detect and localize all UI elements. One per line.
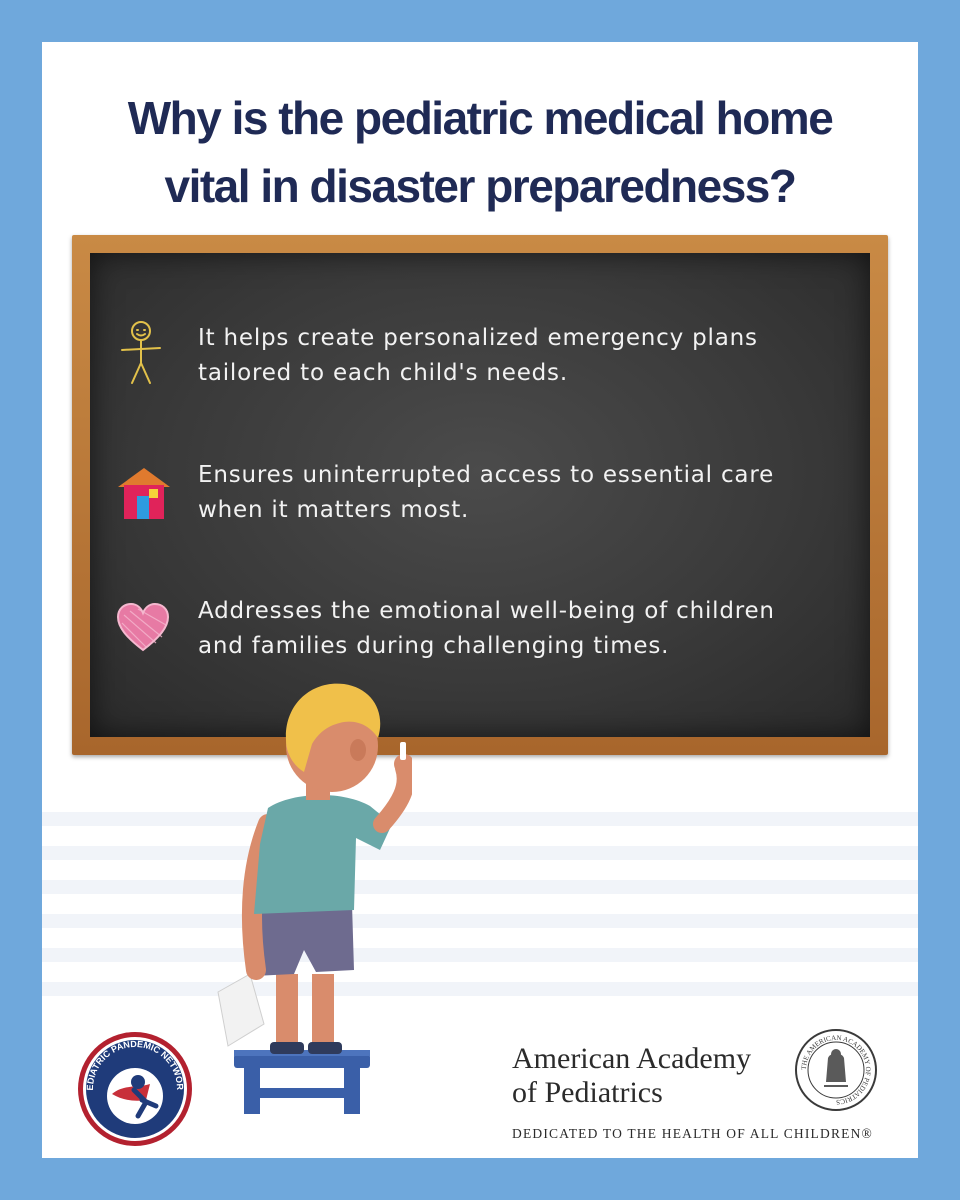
aap-tagline: DEDICATED TO THE HEALTH OF ALL CHILDREN®	[512, 1126, 873, 1141]
aap-seal-logo	[794, 1028, 878, 1117]
point-1-line-2: tailored to each child's needs.	[198, 360, 568, 386]
stool-illustration	[234, 1050, 370, 1114]
house-icon	[116, 465, 172, 526]
aap-name-line-2: of Pediatrics	[512, 1076, 663, 1109]
point-3-line-2: and families during challenging times.	[198, 633, 670, 659]
point-2-line-1: Ensures uninterrupted access to essential care	[198, 462, 775, 488]
chalkboard	[90, 253, 870, 737]
pediatric-pandemic-network-logo	[76, 1030, 194, 1153]
ppn-logo-text: EDIATRIC PANDEMIC NETWOR	[84, 1038, 186, 1091]
point-2-line-2: when it matters most.	[198, 497, 470, 523]
child-illustration	[172, 674, 412, 1119]
point-3	[198, 594, 838, 664]
infographic-card	[42, 42, 918, 1158]
point-3-line-1: Addresses the emotional well-being of children	[198, 598, 775, 624]
point-1-line-1: It helps create personalized emergency plans	[198, 325, 758, 351]
stick-figure-icon	[118, 319, 164, 390]
point-1	[198, 321, 838, 391]
point-2	[198, 458, 838, 528]
title-line-1: Why is the pediatric medical home	[127, 92, 833, 144]
heart-icon	[116, 603, 170, 658]
page-title	[42, 84, 918, 220]
aap-seal-text: THE AMERICAN ACADEMY OF PEDIATRICS	[799, 1033, 873, 1107]
aap-name-line-1: American Academy	[512, 1042, 752, 1075]
title-line-2: vital in disaster preparedness?	[164, 160, 796, 212]
